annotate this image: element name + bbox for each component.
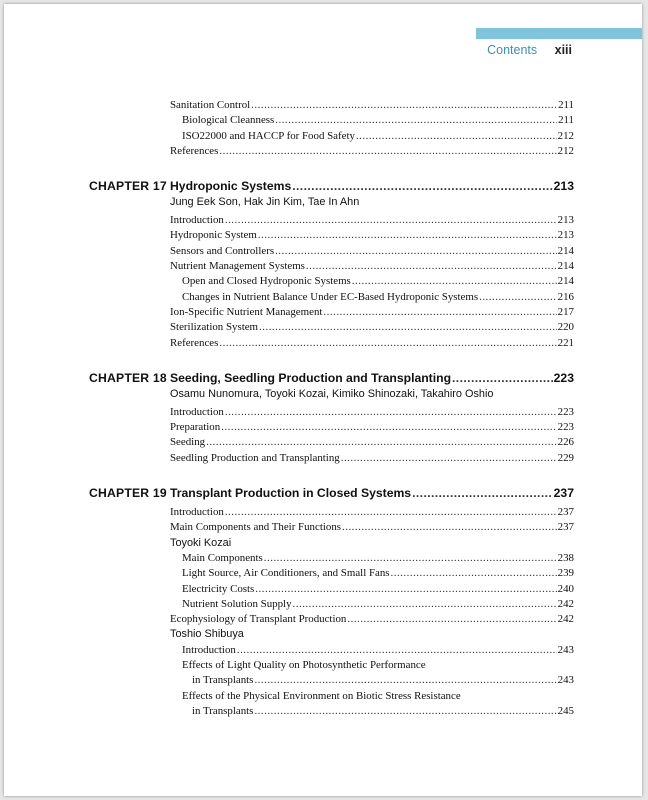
dot-leader (255, 582, 556, 597)
dot-leader (347, 612, 556, 627)
toc-entry-title: Sensors and Controllers (170, 244, 275, 257)
toc-entry-page: 213 (557, 214, 574, 227)
toc-entry-page: 237 (557, 521, 574, 534)
toc-entry-page: 214 (557, 244, 574, 257)
toc-entry-page: 223 (557, 421, 574, 434)
toc-line (4, 627, 642, 642)
toc-line (4, 213, 642, 228)
toc-entry-page: 221 (557, 336, 574, 349)
dot-leader (342, 520, 557, 535)
toc-line (4, 113, 642, 128)
section-author: Toyoki Kozai (170, 536, 232, 549)
chapter-authors: Jung Eek Son, Hak Jin Kim, Tae In Ahn (170, 196, 360, 209)
toc-entry-page: 212 (557, 144, 574, 157)
toc-entry-page: 237 (557, 506, 574, 519)
toc-entry-title: References (170, 336, 219, 349)
toc-entry-title: ISO22000 and HACCP for Food Safety (182, 129, 355, 142)
toc-entry[interactable] (170, 612, 574, 627)
toc-entry-title: Biological Cleanness (182, 114, 275, 127)
dot-leader (225, 505, 557, 520)
chapter-label: CHAPTER 18 (89, 370, 167, 385)
toc-line (4, 704, 642, 719)
dot-leader (292, 178, 552, 195)
toc-entry[interactable] (192, 673, 574, 688)
toc-entry-title: Sterilization System (170, 321, 259, 334)
toc-entry[interactable] (170, 420, 574, 435)
toc-line (4, 305, 642, 320)
dot-leader (225, 405, 557, 420)
chapter-authors: Osamu Nunomura, Toyoki Kozai, Kimiko Shinozaki, Takahiro Oshio (170, 387, 494, 400)
chapter-page: 213 (553, 179, 574, 194)
chapter-heading[interactable] (4, 485, 642, 502)
toc-line (4, 658, 642, 673)
toc-line (4, 505, 642, 520)
toc-entry-title: Nutrient Management Systems (170, 260, 305, 273)
toc-entry-title: Seedling Production and Transplanting (170, 451, 340, 464)
toc-entry-page: 213 (557, 229, 574, 242)
chapter-title-row (170, 178, 574, 195)
toc-entry[interactable] (182, 643, 574, 658)
toc-entry[interactable] (182, 566, 574, 581)
dot-leader (479, 290, 557, 305)
toc-line (4, 274, 642, 289)
toc-line (4, 336, 642, 351)
chapter-page: 237 (553, 486, 574, 501)
toc-entry-title: Hydroponic System (170, 229, 257, 242)
toc-entry-page: 212 (557, 129, 574, 142)
toc-line (4, 320, 642, 335)
dot-leader (323, 305, 556, 320)
toc-entry-title: Effects of the Physical Environment on Biotic Stress Resistance (182, 689, 461, 702)
toc-entry-title: References (170, 144, 219, 157)
dot-leader (275, 244, 557, 259)
chapter-title-row (170, 370, 574, 387)
toc-entry[interactable] (170, 259, 574, 274)
dot-leader (206, 435, 557, 450)
dot-leader (306, 259, 557, 274)
dot-leader (254, 704, 556, 719)
toc-entry-page: 226 (557, 436, 574, 449)
toc-entry-title: Preparation (170, 421, 221, 434)
dot-leader (258, 228, 557, 243)
toc-line (4, 290, 642, 305)
header-accent-bar (476, 28, 642, 39)
toc-line (4, 643, 642, 658)
toc-entry-page: 239 (557, 567, 574, 580)
toc-entry-title: Introduction (182, 643, 236, 656)
toc-entry-page: 229 (557, 451, 574, 464)
dot-leader (391, 566, 557, 581)
toc-entry[interactable] (170, 435, 574, 450)
chapter-gap (4, 351, 642, 370)
toc-entry[interactable] (170, 244, 574, 259)
chapter-gap (4, 159, 642, 178)
toc-line (4, 597, 642, 612)
toc-entry-title: Introduction (170, 405, 224, 418)
dot-leader (219, 336, 556, 351)
chapter-title: Seeding, Seedling Production and Transplanting (170, 370, 452, 385)
toc-entry-title: Main Components (182, 551, 263, 564)
dot-leader (412, 485, 553, 502)
toc-entry-page: 240 (557, 582, 574, 595)
chapter-authors-line (4, 387, 642, 402)
toc-line (4, 129, 642, 144)
toc-entry-page: 223 (557, 405, 574, 418)
toc-entry-title: Effects of Light Quality on Photosynthetic Performance (182, 659, 426, 672)
toc-entry-title: in Transplants (192, 674, 254, 687)
toc-entry-title: Light Source, Air Conditioners, and Small Fans (182, 567, 390, 580)
toc-entry[interactable] (182, 274, 574, 289)
dot-leader (356, 129, 557, 144)
toc-entry-title: Open and Closed Hydroponic Systems (182, 275, 351, 288)
toc-line (4, 98, 642, 113)
toc-line (4, 405, 642, 420)
chapter-authors-line (4, 195, 642, 210)
toc-entry-title: Electricity Costs (182, 582, 255, 595)
dot-leader (221, 420, 556, 435)
dot-leader (352, 274, 557, 289)
dot-leader (254, 673, 556, 688)
dot-leader (259, 320, 557, 335)
dot-leader (264, 551, 557, 566)
toc-entry-page: 211 (558, 114, 574, 127)
toc-entry[interactable] (182, 551, 574, 566)
dot-leader (341, 451, 557, 466)
running-header (487, 43, 572, 57)
toc-entry-page: 220 (557, 321, 574, 334)
chapter-heading[interactable] (4, 178, 642, 195)
toc-line (4, 144, 642, 159)
toc-line (4, 689, 642, 704)
dot-leader (219, 144, 556, 159)
toc-entry[interactable] (182, 658, 574, 673)
toc-line (4, 228, 642, 243)
toc-line (4, 520, 642, 535)
toc-line (4, 612, 642, 627)
toc-entry-title: Nutrient Solution Supply (182, 597, 292, 610)
toc-line (4, 259, 642, 274)
toc-entry-page: 242 (557, 597, 574, 610)
section-author: Toshio Shibuya (170, 628, 244, 641)
toc-entry-title: Ecophysiology of Transplant Production (170, 613, 347, 626)
toc-entry[interactable] (170, 505, 574, 520)
toc-line (4, 566, 642, 581)
toc-entry[interactable] (170, 228, 574, 243)
document-page (4, 4, 642, 796)
toc-entry[interactable] (170, 320, 574, 335)
toc-entry[interactable] (170, 144, 574, 159)
toc-entry-page: 211 (558, 99, 574, 111)
dot-leader (452, 370, 553, 387)
toc-entry[interactable] (170, 305, 574, 320)
toc-line (4, 435, 642, 450)
chapter-title: Transplant Production in Closed Systems (170, 486, 412, 501)
header-section-title: Contents (487, 43, 538, 57)
toc-entry-title: Seeding (170, 436, 206, 449)
dot-leader (225, 213, 557, 228)
dot-leader (275, 113, 557, 128)
toc-entry-page: 245 (557, 704, 574, 717)
toc-entry-title: Introduction (170, 506, 224, 519)
chapter-label: CHAPTER 17 (89, 179, 167, 194)
toc-line (4, 420, 642, 435)
toc-entry-title: Sanitation Control (170, 99, 251, 111)
toc-entry-title: Ion-Specific Nutrient Management (170, 305, 323, 318)
toc-entry[interactable] (170, 213, 574, 228)
dot-leader (237, 643, 557, 658)
toc-entry-title: Main Components and Their Functions (170, 521, 342, 534)
toc-entry-page: 214 (557, 275, 574, 288)
toc-entry[interactable] (170, 451, 574, 466)
toc-line (4, 551, 642, 566)
toc-entry-title: in Transplants (192, 704, 254, 717)
chapter-gap (4, 466, 642, 485)
toc-line (4, 673, 642, 688)
chapter-title: Hydroponic Systems (170, 179, 292, 194)
chapter-label: CHAPTER 19 (89, 486, 167, 501)
toc-entry-page: 217 (557, 305, 574, 318)
toc-entry[interactable] (182, 113, 574, 128)
toc-entry-page: 238 (557, 551, 574, 564)
toc-entry[interactable] (170, 405, 574, 420)
toc-entry[interactable] (182, 597, 574, 612)
toc-entry-page: 242 (557, 613, 574, 626)
dot-leader (293, 597, 557, 612)
toc-entry[interactable] (182, 129, 574, 144)
toc-entry-title: Changes in Nutrient Balance Under EC-Based Hydroponic Systems (182, 290, 479, 303)
table-of-contents (4, 98, 642, 719)
toc-line (4, 451, 642, 466)
header-page-number: xiii (554, 43, 572, 57)
toc-entry[interactable] (182, 582, 574, 597)
toc-line (4, 536, 642, 551)
toc-entry[interactable] (182, 290, 574, 305)
toc-entry-page: 214 (557, 260, 574, 273)
chapter-page: 223 (553, 370, 574, 385)
toc-entry[interactable] (192, 704, 574, 719)
toc-entry-title: Introduction (170, 214, 224, 227)
toc-entry-page: 243 (557, 674, 574, 687)
chapter-title-row (170, 485, 574, 502)
toc-entry[interactable] (170, 520, 574, 535)
toc-entry[interactable] (170, 98, 574, 113)
toc-entry[interactable] (170, 336, 574, 351)
toc-entry[interactable] (182, 689, 574, 704)
toc-entry-page: 243 (557, 643, 574, 656)
toc-line (4, 244, 642, 259)
chapter-heading[interactable] (4, 370, 642, 387)
toc-line (4, 582, 642, 597)
dot-leader (251, 98, 557, 113)
toc-entry-page: 216 (557, 290, 574, 303)
